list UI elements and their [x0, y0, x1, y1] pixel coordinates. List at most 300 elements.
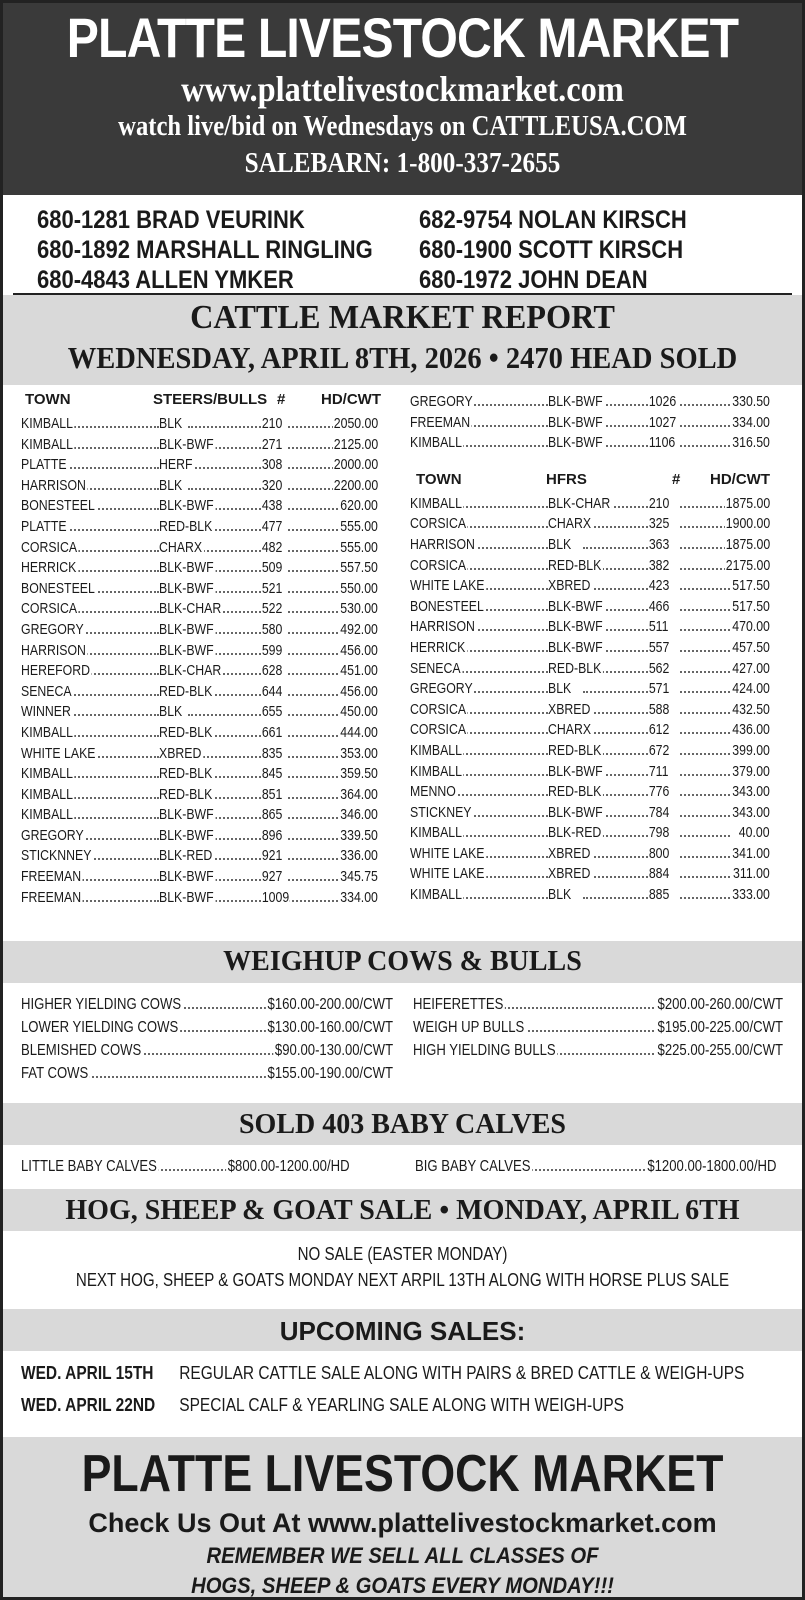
- cell-count: 308: [261, 456, 283, 474]
- table-row: [398, 863, 798, 884]
- price-label: WEIGH UP BULLS: [413, 1019, 525, 1036]
- cell-price: 555.00: [340, 517, 378, 535]
- cell-town: CORSICA: [410, 721, 467, 739]
- weighup-body: [3, 983, 802, 1103]
- leader-dots: [680, 753, 730, 755]
- cell-count: 612: [648, 721, 670, 739]
- cell-type: BLK-BWF: [548, 638, 603, 656]
- table-row: [398, 740, 798, 761]
- cell-count: 1009: [261, 888, 290, 906]
- table-row: [3, 681, 398, 702]
- cell-count: 438: [261, 497, 283, 515]
- table-row: [3, 804, 398, 825]
- cell-type: RED-BLK: [548, 659, 602, 677]
- cell-town: WINNER: [21, 703, 71, 721]
- hog-sale-header: HOG, SHEEP & GOAT SALE • MONDAY, APRIL 6TH: [3, 1189, 802, 1231]
- table-row: [3, 640, 398, 661]
- leader-dots: [458, 650, 548, 652]
- cell-count: 571: [648, 680, 670, 698]
- table-row: [398, 822, 798, 843]
- cell-price: 399.00: [732, 741, 770, 759]
- table-row: [398, 513, 798, 534]
- cell-type: BLK-BWF: [159, 888, 214, 906]
- leader-dots: [288, 508, 338, 510]
- upcoming-item: [21, 1395, 693, 1427]
- cell-count: 466: [648, 597, 670, 615]
- table-row: [3, 557, 398, 578]
- cell-type: BLK: [159, 476, 183, 494]
- cell-town: BONESTEEL: [21, 579, 95, 597]
- table-row: [398, 761, 798, 782]
- cell-type: XBRED: [548, 865, 591, 883]
- cell-type: RED-BLK: [159, 785, 213, 803]
- cell-price: 353.00: [340, 744, 378, 762]
- cell-price: 379.00: [732, 762, 770, 780]
- table-row: [3, 516, 398, 537]
- cell-town: GREGORY: [410, 680, 473, 698]
- cell-town: CORSICA: [410, 556, 467, 574]
- cell-count: 835: [261, 744, 283, 762]
- upcoming-desc: SPECIAL CALF & YEARLING SALE ALONG WITH WEIGH-UPS: [179, 1395, 624, 1415]
- table-row: [3, 454, 398, 475]
- table-row: [398, 391, 798, 412]
- cell-count: 865: [261, 806, 283, 824]
- cell-town: MENNO: [410, 783, 456, 801]
- leader-dots: [288, 632, 338, 634]
- leader-dots: [288, 879, 338, 881]
- cell-count: 851: [261, 785, 283, 803]
- leader-dots: [680, 404, 730, 406]
- leader-dots: [583, 732, 648, 734]
- cell-price: 427.00: [732, 659, 770, 677]
- table-row: [398, 802, 798, 823]
- footer-title: PLATTE LIVESTOCK MARKET: [81, 1445, 724, 1503]
- leader-dots: [63, 694, 159, 696]
- leader-dots: [458, 526, 548, 528]
- table-row: [3, 660, 398, 681]
- cell-price: 40.00: [739, 824, 770, 842]
- leader-dots: [583, 856, 648, 858]
- cell-count: 477: [261, 517, 283, 535]
- leader-dots: [458, 671, 548, 673]
- cell-town: CORSICA: [21, 538, 78, 556]
- table-row: [398, 596, 798, 617]
- leader-dots: [680, 794, 730, 796]
- leader-dots: [458, 835, 548, 837]
- price-row: [21, 993, 413, 1016]
- table-row: [398, 493, 798, 514]
- footer-website[interactable]: Check Us Out At www.plattelivestockmarket.com: [88, 1508, 717, 1538]
- cell-price: 432.50: [732, 700, 770, 718]
- leader-dots: [288, 673, 338, 675]
- upcoming-item: [21, 1363, 745, 1395]
- steers-continued-rows: [398, 391, 798, 453]
- cell-price: 550.00: [340, 579, 378, 597]
- cell-price: 1875.00: [725, 494, 770, 512]
- leader-dots: [680, 712, 730, 714]
- cell-town: CORSICA: [410, 515, 467, 533]
- calf-price: $800.00-1200.00/HD: [228, 1158, 350, 1175]
- leader-dots: [288, 735, 338, 737]
- cell-count: 921: [261, 847, 283, 865]
- leader-dots: [63, 817, 159, 819]
- leader-dots: [288, 570, 338, 572]
- steers-table: [3, 391, 398, 941]
- leader-dots: [458, 712, 548, 714]
- leader-dots: [680, 691, 730, 693]
- cell-count: 562: [648, 659, 670, 677]
- cell-price: 1900.00: [725, 515, 770, 533]
- cell-price: 470.00: [732, 618, 770, 636]
- cell-type: BLK-BWF: [159, 559, 214, 577]
- cell-type: HERF: [159, 456, 193, 474]
- table-row: [398, 843, 798, 864]
- cell-price: 456.00: [340, 682, 378, 700]
- price-row: [21, 1062, 413, 1085]
- table-row: [3, 887, 398, 908]
- leader-dots: [680, 588, 730, 590]
- cell-town: FREEMAN: [21, 888, 82, 906]
- price-label: FAT COWS: [21, 1065, 89, 1082]
- table-row: [3, 701, 398, 722]
- table-row: [3, 434, 398, 455]
- leader-dots: [680, 876, 730, 878]
- watch-live-note: watch live/bid on Wednesdays on CATTLEUSA.COM: [118, 111, 687, 142]
- table-row: [3, 578, 398, 599]
- cell-count: 382: [648, 556, 670, 574]
- calf-label: LITTLE BABY CALVES: [21, 1158, 157, 1175]
- header-type: HFRS: [546, 470, 587, 488]
- table-row: [398, 781, 798, 802]
- leader-dots: [680, 650, 730, 652]
- leader-dots: [583, 547, 648, 549]
- cell-count: 423: [648, 577, 670, 595]
- cell-town: KIMBALL: [21, 435, 73, 453]
- footer-banner: [3, 1437, 802, 1600]
- leader-dots: [680, 568, 730, 570]
- cell-type: BLK-BWF: [548, 434, 603, 452]
- table-row: [3, 413, 398, 434]
- report-title: CATTLE MARKET REPORT: [190, 299, 615, 336]
- calves-header: SOLD 403 BABY CALVES: [3, 1103, 802, 1145]
- cell-town: WHITE LAKE: [410, 865, 485, 883]
- cell-type: BLK: [548, 886, 572, 904]
- spacer: [398, 453, 798, 471]
- footer-reminder: HOGS, SHEEP & GOATS EVERY MONDAY!!!: [191, 1573, 614, 1598]
- cell-type: BLK-BWF: [159, 826, 214, 844]
- cell-price: 364.00: [340, 785, 378, 803]
- cell-price: 2200.00: [333, 476, 378, 494]
- leader-dots: [288, 467, 338, 469]
- hog-sale-line: NEXT HOG, SHEEP & GOATS MONDAY NEXT ARPIL 13TH ALONG WITH HORSE PLUS SALE: [75, 1270, 730, 1290]
- cell-type: BLK-CHAR: [159, 662, 222, 680]
- table-row: [398, 658, 798, 679]
- leader-dots: [63, 447, 159, 449]
- leader-dots: [63, 529, 159, 531]
- leader-dots: [288, 900, 338, 902]
- cell-count: 672: [648, 741, 670, 759]
- header-count: #: [672, 470, 681, 488]
- leader-dots: [583, 712, 648, 714]
- cell-town: KIMBALL: [21, 415, 73, 432]
- table-row: [3, 537, 398, 558]
- cell-price: 316.50: [732, 434, 770, 452]
- cell-type: RED-BLK: [159, 682, 213, 700]
- table-row: [398, 575, 798, 596]
- table-row: [398, 678, 798, 699]
- cell-count: 588: [648, 700, 670, 718]
- cell-type: BLK-BWF: [548, 762, 603, 780]
- upcoming-date: WED. APRIL 15TH: [21, 1363, 154, 1383]
- cell-type: RED-BLK: [548, 556, 602, 574]
- leader-dots: [458, 445, 548, 447]
- table-row: [398, 432, 798, 453]
- cell-type: BLK-BWF: [548, 413, 603, 431]
- cell-price: 343.00: [732, 803, 770, 821]
- contacts-section: [13, 195, 792, 295]
- cell-type: BLK-BWF: [548, 393, 603, 410]
- cell-town: KIMBALL: [21, 723, 73, 741]
- cell-count: 511: [648, 618, 669, 636]
- cell-count: 784: [648, 803, 670, 821]
- price-row: [21, 1016, 413, 1039]
- cell-price: 456.00: [340, 641, 378, 659]
- cell-count: 521: [261, 579, 283, 597]
- cell-town: FREEMAN: [21, 868, 82, 886]
- price-label: HIGHER YIELDING COWS: [21, 996, 182, 1013]
- cell-type: BLK-BWF: [159, 806, 214, 824]
- cell-town: HEREFORD: [21, 662, 91, 680]
- cell-type: BLK-BWF: [159, 620, 214, 638]
- leader-dots: [583, 691, 648, 693]
- upcoming-date: WED. APRIL 22ND: [21, 1395, 156, 1415]
- cell-price: 530.00: [340, 600, 378, 618]
- cell-count: 522: [261, 600, 283, 618]
- contact-item: 682-9754 NOLAN KIRSCH: [418, 206, 687, 234]
- cell-type: BLK: [159, 415, 183, 432]
- cell-price: 557.50: [340, 559, 378, 577]
- cell-type: BLK-CHAR: [548, 494, 611, 512]
- cell-price: 555.00: [340, 538, 378, 556]
- cell-type: XBRED: [159, 744, 202, 762]
- leader-dots: [63, 714, 159, 716]
- report-subtitle: WEDNESDAY, APRIL 8TH, 2026 • 2470 HEAD SOLD: [67, 340, 738, 375]
- table-header: [3, 391, 398, 413]
- leader-dots: [288, 591, 338, 593]
- leader-dots: [458, 506, 548, 508]
- cell-type: BLK-RED: [159, 847, 213, 865]
- cell-count: 509: [261, 559, 283, 577]
- cell-town: CORSICA: [21, 600, 78, 618]
- weighup-right: [413, 993, 793, 1103]
- cell-town: KIMBALL: [21, 785, 73, 803]
- cell-price: 311.00: [733, 865, 770, 883]
- leader-dots: [288, 694, 338, 696]
- leader-dots: [680, 445, 730, 447]
- cell-type: RED-BLK: [159, 723, 213, 741]
- cell-price: 333.00: [732, 886, 770, 904]
- contacts-left: [37, 205, 419, 293]
- cell-price: 620.00: [340, 497, 378, 515]
- cell-type: RED-BLK: [548, 783, 602, 801]
- cell-town: BONESTEEL: [410, 597, 484, 615]
- table-row: [3, 619, 398, 640]
- table-row: [3, 598, 398, 619]
- table-row: [3, 784, 398, 805]
- leader-dots: [458, 774, 548, 776]
- cell-count: 661: [261, 723, 283, 741]
- cell-town: KIMBALL: [410, 762, 462, 780]
- price-range: $200.00-260.00/CWT: [657, 996, 783, 1013]
- price-label: BLEMISHED COWS: [21, 1042, 142, 1059]
- price-range: $130.00-160.00/CWT: [267, 1019, 393, 1036]
- cell-type: RED-BLK: [548, 741, 602, 759]
- contact-item: 680-1900 SCOTT KIRSCH: [418, 236, 683, 264]
- cell-town: WHITE LAKE: [410, 844, 485, 862]
- table-row: [398, 884, 798, 905]
- table-row: [398, 412, 798, 433]
- cell-town: KIMBALL: [21, 765, 73, 783]
- cell-count: 776: [648, 783, 670, 801]
- table-row: [398, 534, 798, 555]
- leader-dots: [288, 488, 338, 490]
- cell-price: 424.00: [732, 680, 770, 698]
- upcoming-desc: REGULAR CATTLE SALE ALONG WITH PAIRS & BRED CATTLE & WEIGH-UPS: [179, 1363, 745, 1383]
- leader-dots: [63, 467, 159, 469]
- contact-item: 680-1972 JOHN DEAN: [418, 266, 648, 294]
- cell-count: 845: [261, 765, 283, 783]
- price-range: $155.00-190.00/CWT: [267, 1065, 393, 1082]
- report-header: [3, 295, 802, 385]
- cell-town: PLATTE: [21, 456, 67, 474]
- cell-town: GREGORY: [21, 620, 84, 638]
- cell-type: BLK-CHAR: [159, 600, 222, 618]
- leader-dots: [680, 774, 730, 776]
- cell-count: 1027: [648, 413, 677, 431]
- price-row: [413, 1016, 793, 1039]
- header-price: HD/CWT: [321, 391, 381, 408]
- cell-price: 444.00: [340, 723, 378, 741]
- table-row: [3, 866, 398, 887]
- cattle-tables: [3, 385, 802, 941]
- cell-type: BLK: [548, 535, 572, 553]
- cell-type: BLK-BWF: [548, 597, 603, 615]
- cell-count: 896: [261, 826, 283, 844]
- cell-price: 457.50: [732, 638, 770, 656]
- cell-type: BLK: [159, 703, 183, 721]
- cell-type: CHARX: [548, 721, 592, 739]
- cell-price: 336.00: [340, 847, 378, 865]
- cell-price: 1875.00: [725, 535, 770, 553]
- cell-count: 320: [261, 476, 283, 494]
- cell-price: 517.50: [732, 597, 770, 615]
- header-town: TOWN: [416, 470, 462, 488]
- cell-type: BLK-BWF: [548, 803, 603, 821]
- cell-price: 345.75: [340, 868, 378, 886]
- leader-dots: [188, 488, 261, 490]
- header-type: STEERS/BULLS: [153, 391, 268, 408]
- leader-dots: [288, 447, 338, 449]
- cell-count: 885: [648, 886, 670, 904]
- cell-type: BLK: [548, 680, 572, 698]
- cell-town: SENECA: [410, 659, 461, 677]
- cell-count: 655: [261, 703, 283, 721]
- cell-count: 628: [261, 662, 283, 680]
- cell-count: 580: [261, 620, 283, 638]
- leader-dots: [680, 506, 730, 508]
- leader-dots: [288, 653, 338, 655]
- cell-price: 341.00: [732, 844, 770, 862]
- cell-count: 482: [261, 538, 283, 556]
- cell-type: BLK-BWF: [159, 497, 214, 515]
- calf-label: BIG BABY CALVES: [415, 1158, 531, 1175]
- leader-dots: [288, 714, 338, 716]
- leader-dots: [583, 876, 648, 878]
- price-row: [413, 1039, 793, 1062]
- cell-town: FREEMAN: [410, 413, 471, 431]
- cell-price: 492.00: [340, 620, 378, 638]
- cell-price: 2175.00: [725, 556, 770, 574]
- cell-count: 557: [648, 638, 670, 656]
- cell-type: XBRED: [548, 577, 591, 595]
- cell-count: 927: [261, 868, 283, 886]
- leader-dots: [288, 529, 338, 531]
- cell-price: 359.50: [340, 765, 378, 783]
- cell-town: KIMBALL: [410, 824, 462, 842]
- leader-dots: [288, 611, 338, 613]
- leader-dots: [458, 753, 548, 755]
- upcoming-header: UPCOMING SALES:: [3, 1309, 802, 1351]
- cell-town: KIMBALL: [410, 434, 462, 452]
- cell-count: 363: [648, 535, 670, 553]
- price-label: HEIFERETTES: [413, 996, 504, 1013]
- cell-town: CORSICA: [410, 700, 467, 718]
- price-range: $225.00-255.00/CWT: [657, 1042, 783, 1059]
- price-row: [413, 993, 793, 1016]
- cell-town: PLATTE: [21, 517, 67, 535]
- cell-price: 334.00: [732, 413, 770, 431]
- cell-price: 517.50: [732, 577, 770, 595]
- header-price: HD/CWT: [710, 470, 770, 488]
- cell-count: 1026: [648, 393, 677, 410]
- cell-type: BLK-BWF: [159, 435, 214, 453]
- table-row: [398, 699, 798, 720]
- cell-count: 644: [261, 682, 283, 700]
- cell-type: XBRED: [548, 700, 591, 718]
- price-row: [21, 1039, 413, 1062]
- cell-type: BLK-BWF: [548, 618, 603, 636]
- salebarn-phone: SALEBARN: 1-800-337-2655: [244, 148, 561, 179]
- weighup-header: WEIGHUP COWS & BULLS: [3, 941, 802, 983]
- cell-count: 271: [261, 435, 283, 453]
- steers-rows: [3, 413, 398, 907]
- cell-town: KIMBALL: [21, 806, 73, 824]
- website-link[interactable]: www.plattelivestockmarket.com: [181, 69, 624, 109]
- cell-town: WHITE LAKE: [21, 744, 96, 762]
- leader-dots: [680, 815, 730, 817]
- leader-dots: [288, 776, 338, 778]
- leader-dots: [458, 568, 548, 570]
- cell-type: RED-BLK: [159, 765, 213, 783]
- leader-dots: [63, 797, 159, 799]
- leader-dots: [288, 756, 338, 758]
- leader-dots: [288, 858, 338, 860]
- weighup-left: [21, 993, 413, 1103]
- cell-price: 339.50: [340, 826, 378, 844]
- price-range: $160.00-200.00/CWT: [267, 996, 393, 1013]
- cell-town: STICKNEY: [410, 803, 472, 821]
- cell-town: KIMBALL: [410, 741, 462, 759]
